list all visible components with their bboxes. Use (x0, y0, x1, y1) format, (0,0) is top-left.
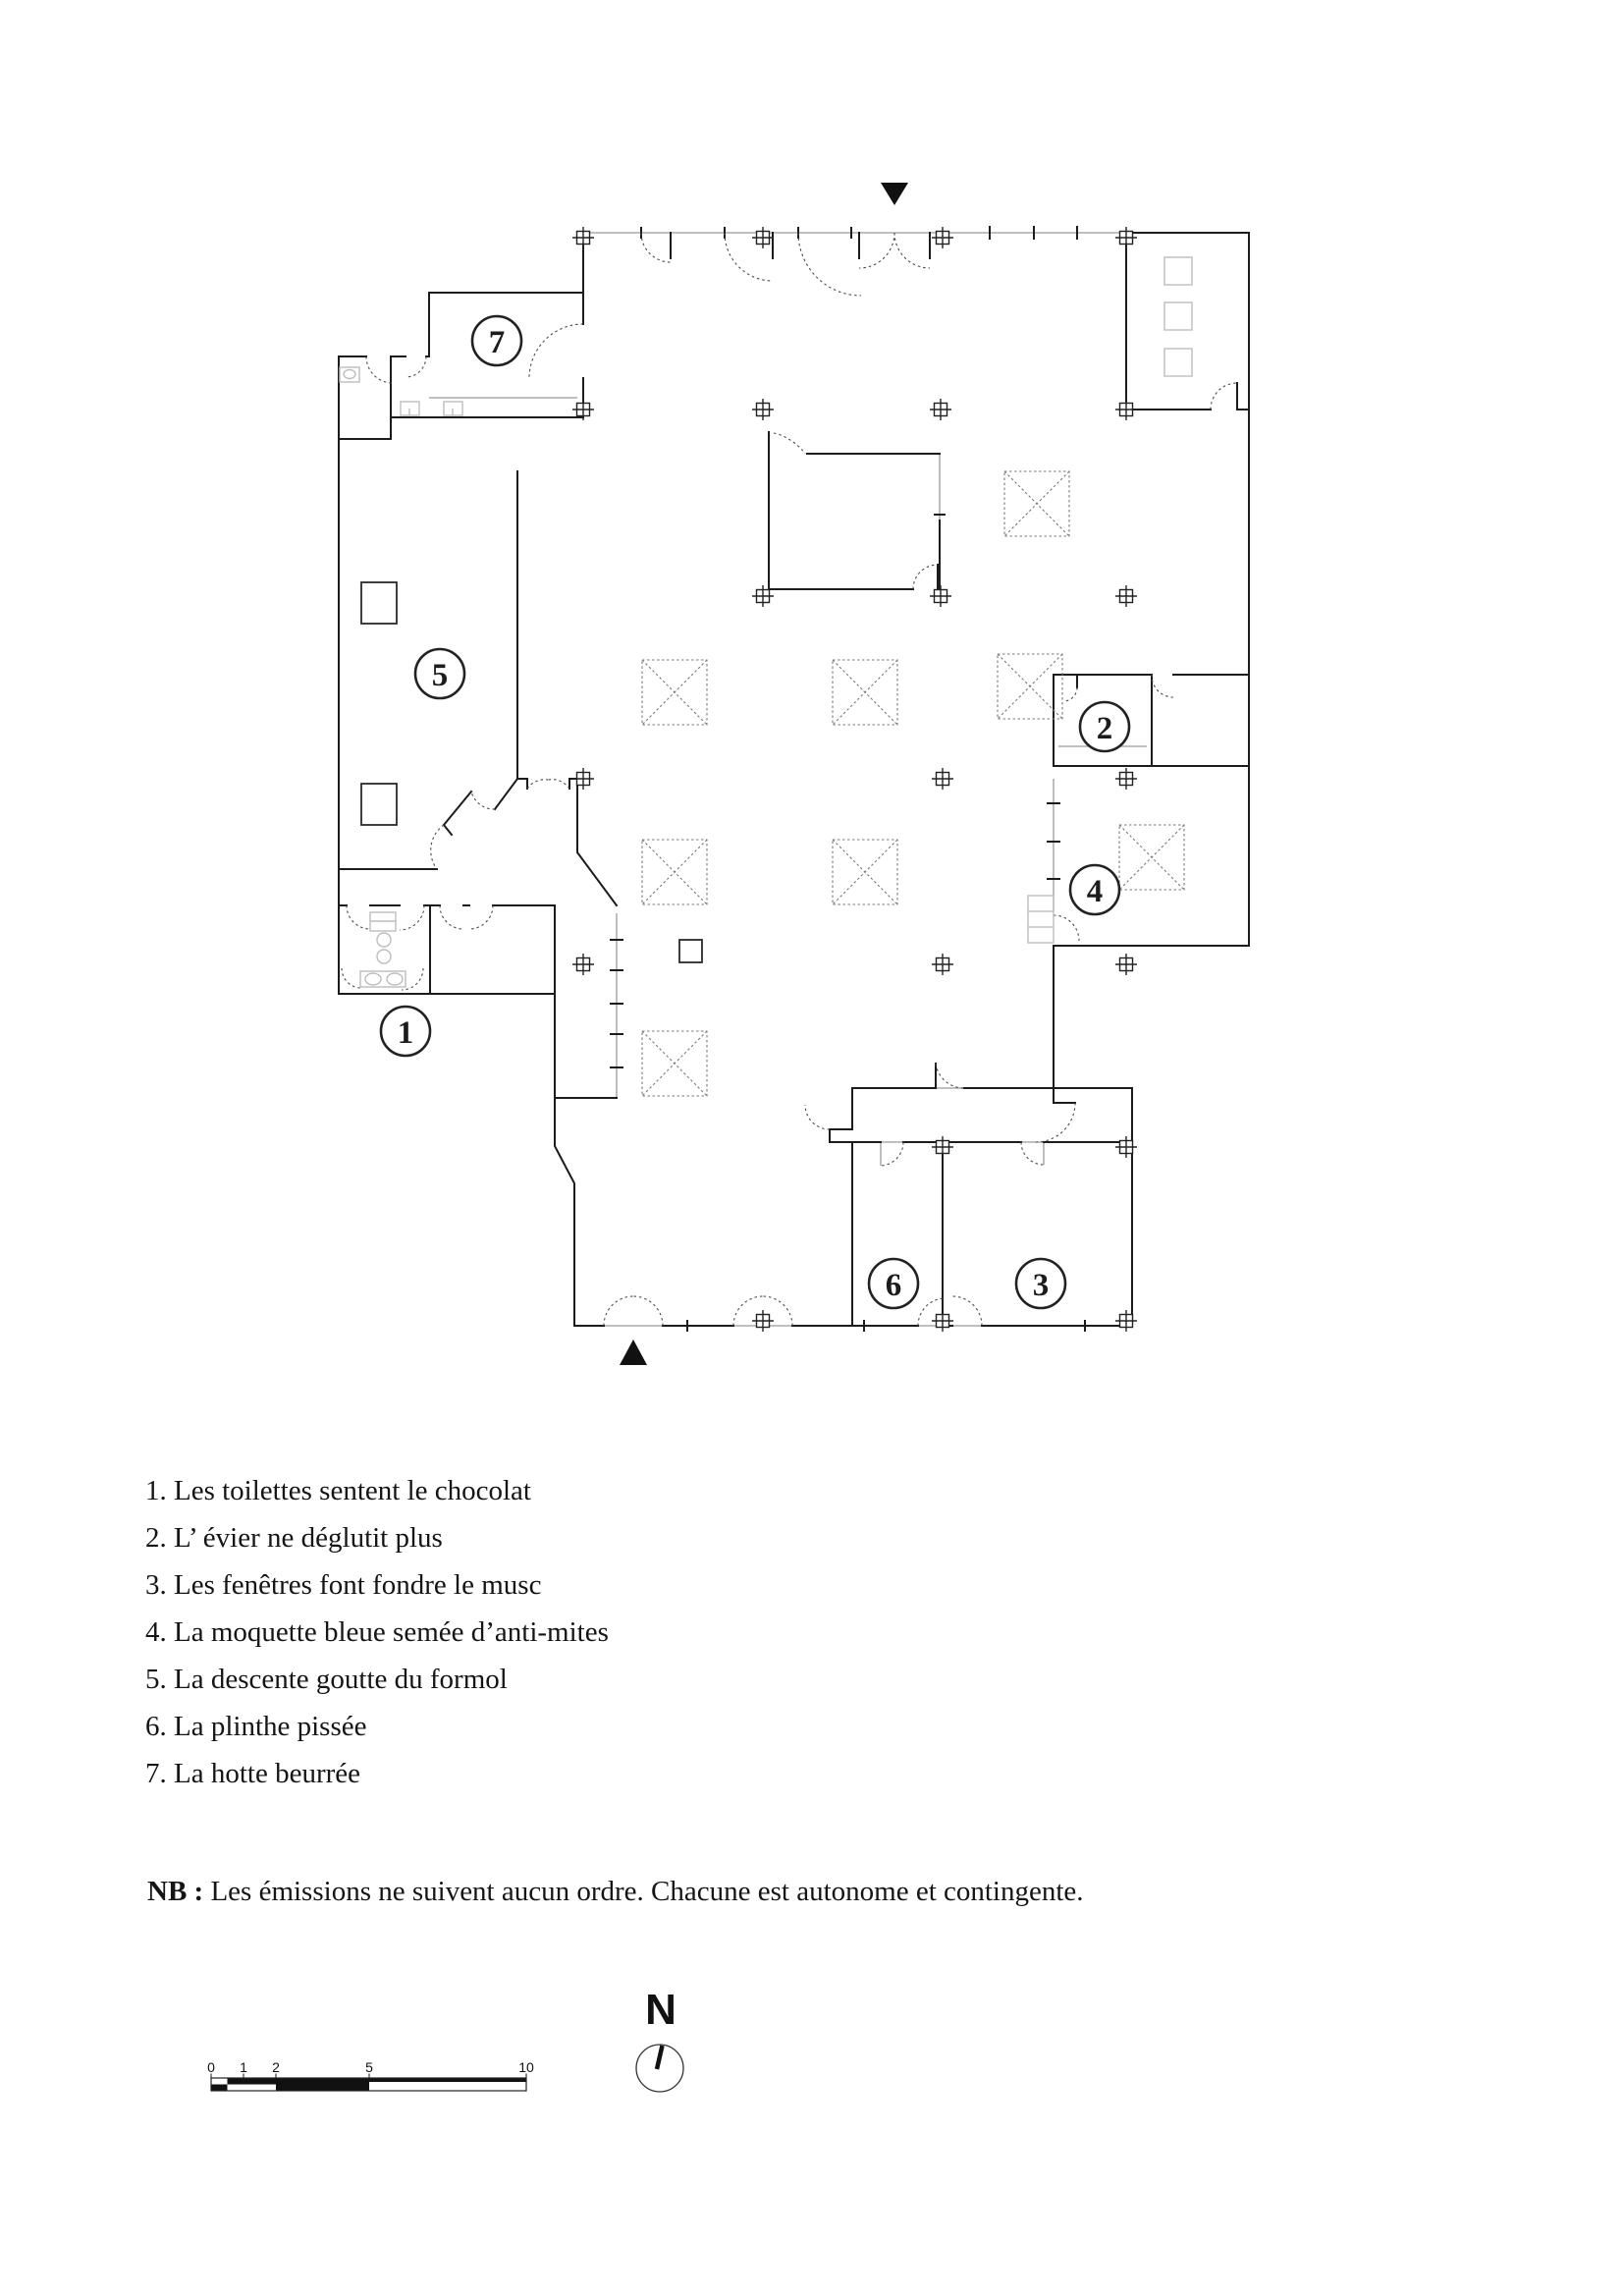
entrance-triangle-bottom-icon (620, 1339, 647, 1365)
north-label: N (645, 1986, 676, 2034)
room-marker-1 (381, 1007, 430, 1056)
room-marker-5 (415, 649, 464, 698)
scale-bar (201, 2058, 540, 2105)
room-marker-7 (472, 316, 521, 365)
nb-note-text: Les émissions ne suivent aucun ordre. Chacune est autonome et contingente. (203, 1876, 1084, 1907)
nb-note-label: NB : (147, 1876, 204, 1907)
room-marker-5-label: 5 (431, 658, 449, 693)
column-grid (572, 227, 1137, 1332)
legend-item-7: 7. La hotte beurrée (145, 1758, 361, 1789)
walls (339, 233, 1249, 1326)
room-marker-2 (1080, 702, 1129, 751)
scale-label-1: 1 (240, 2059, 247, 2075)
scale-label-5: 5 (365, 2059, 373, 2075)
scale-label-0: 0 (207, 2059, 215, 2075)
wall-ticks (610, 226, 1085, 1332)
room-marker-2-label: 2 (1096, 711, 1113, 746)
room-marker-4 (1070, 865, 1119, 914)
nb-note (147, 1876, 1084, 1908)
scale-label-10: 10 (518, 2059, 534, 2075)
shaft-openings (642, 471, 1184, 1096)
light-walls (429, 233, 1147, 1326)
scale-bar-graphic (211, 2074, 526, 2092)
scale-label-2: 2 (272, 2059, 280, 2075)
room-marker-4-label: 4 (1086, 874, 1104, 909)
entrance-triangle-top-icon (881, 183, 908, 205)
room-marker-6 (869, 1259, 918, 1308)
legend-item-6: 6. La plinthe pissée (145, 1711, 367, 1742)
room-marker-1-label: 1 (397, 1015, 414, 1051)
legend-item-5: 5. La descente goutte du formol (145, 1664, 508, 1695)
room-marker-6-label: 6 (885, 1268, 902, 1303)
room-marker-7-label: 7 (488, 325, 506, 360)
legend-item-2: 2. L’ évier ne déglutit plus (145, 1522, 443, 1554)
north-compass-icon (624, 2033, 697, 2105)
door-arcs (342, 233, 1237, 1326)
room-marker-3-label: 3 (1032, 1268, 1050, 1303)
legend-item-3: 3. Les fenêtres font fondre le musc (145, 1569, 542, 1601)
legend-list (145, 1467, 609, 1797)
fixtures (340, 257, 1192, 987)
legend-item-4: 4. La moquette bleue semée d’anti-mites (145, 1616, 609, 1648)
room-marker-3 (1016, 1259, 1065, 1308)
legend-item-1: 1. Les toilettes sentent le chocolat (145, 1475, 531, 1506)
